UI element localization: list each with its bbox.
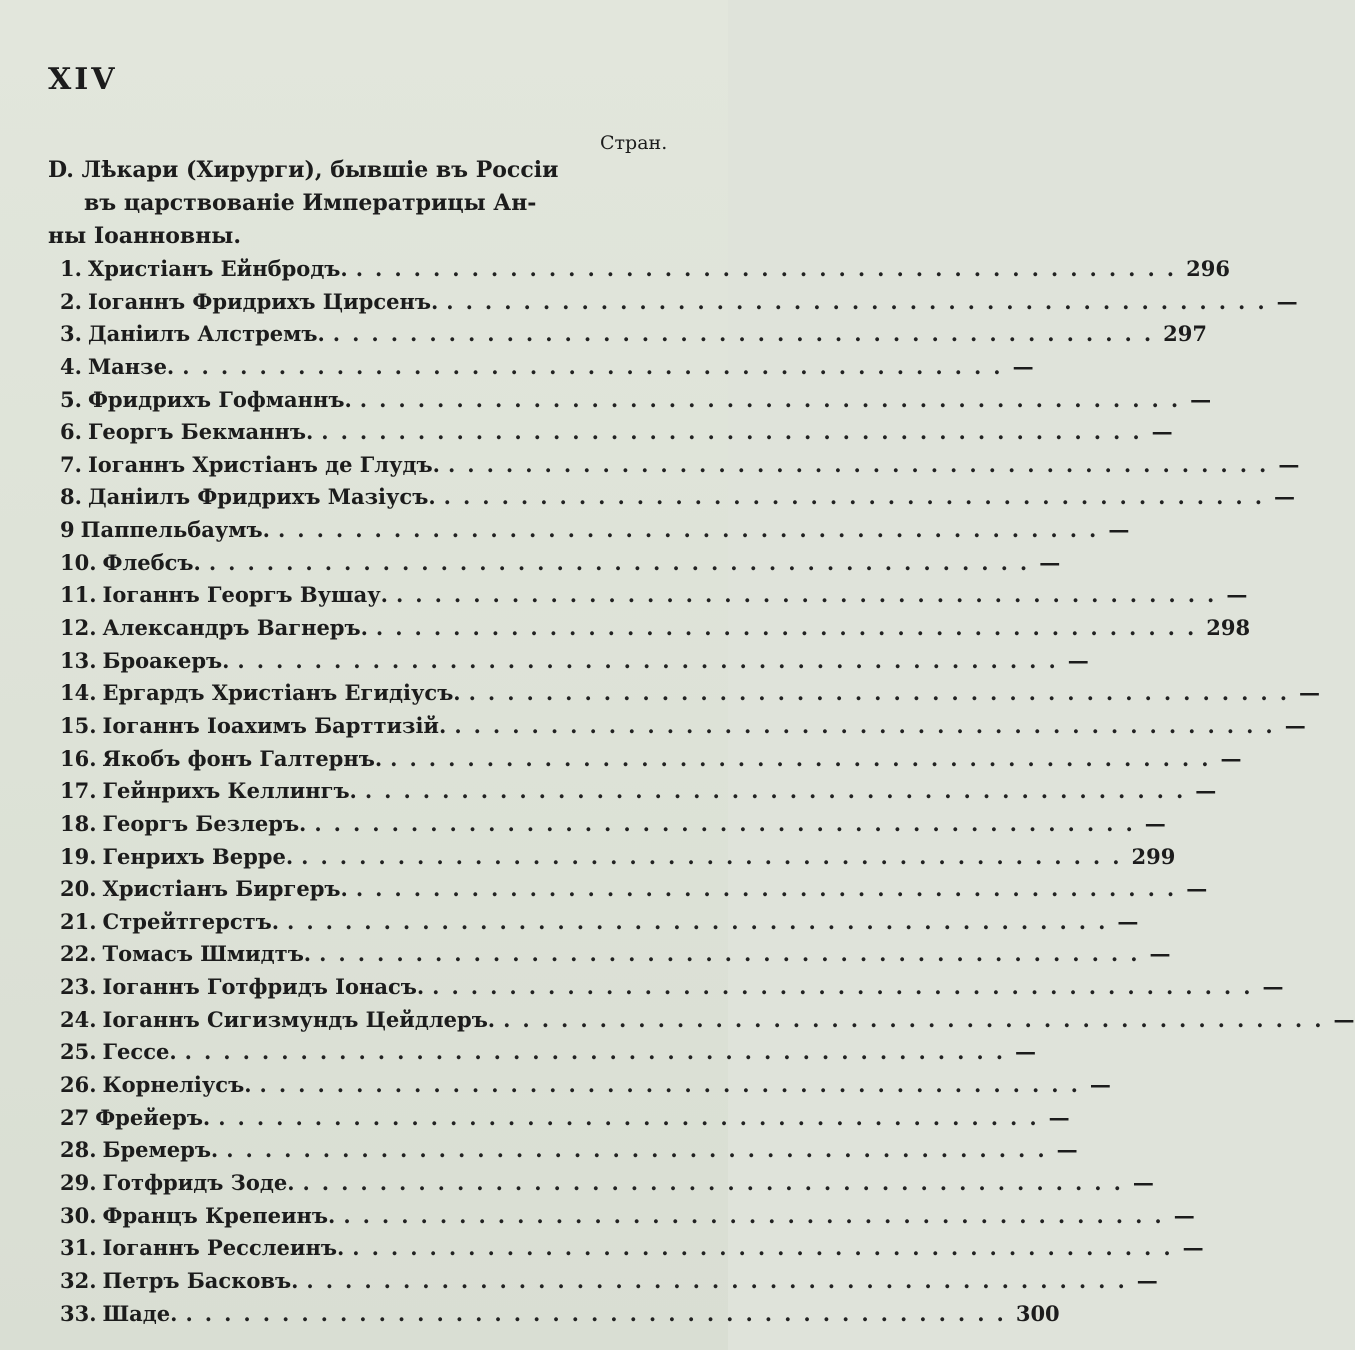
list-item [60,712,1306,746]
dot-leader: ........................................... [432,974,1263,1000]
dot-leader: ........................................... [306,1267,1137,1293]
entry-number: 30. [60,1202,97,1228]
heading-line: D. Лѣкари (Хирурги), бывшіе въ Россіи [48,157,559,183]
entry-list [60,256,1355,1333]
entry-page: — [1144,810,1166,836]
entry-name: Паппельбаумъ. [80,517,270,543]
entry-page: — [1149,941,1171,967]
entry-name: Христіанъ Ейнбродъ. [87,256,348,281]
entry-number: 17. [60,778,97,804]
list-item [60,1202,1195,1236]
dot-leader: ........................................... [226,1137,1057,1163]
list-item [60,517,1130,550]
entry-page: — [1284,712,1306,738]
entry-page: — [1136,1267,1158,1293]
list-item [60,1104,1070,1138]
list-item [60,256,1230,289]
list-item [60,1235,1204,1268]
dot-leader: ........................................... [468,680,1299,706]
entry-name: Іоганнъ Георгъ Вушау. [102,582,388,608]
entry-page: — [1276,288,1298,314]
dot-leader: ........................................... [184,1039,1016,1065]
entry-name: Корнеліусъ. [102,1072,252,1098]
entry-page: — [1278,451,1300,477]
entry-number: 29. [60,1169,97,1195]
entry-page: — [1182,1235,1204,1261]
entry-page: 299 [1131,843,1176,869]
list-item [60,419,1173,452]
dot-leader: ........................................... [352,1235,1183,1261]
entry-page: — [1262,974,1284,1000]
dot-leader: ........................................... [302,1169,1133,1195]
dot-leader: ........................................... [343,1202,1174,1228]
list-item [60,549,1061,583]
entry-number: 2. [60,288,82,314]
entry-page: — [1117,908,1139,934]
entry-name: Ергардъ Христіанъ Егидіусъ. [102,680,461,706]
entry-number: 4. [60,353,82,379]
entry-number: 6. [60,419,82,445]
entry-name: Фрейеръ. [95,1104,211,1130]
entry-page: — [1333,1006,1355,1032]
entry-name: Готфридъ Зоде. [102,1169,295,1195]
entry-name: Іоганнъ Сигизмундъ Цейдлеръ. [102,1006,496,1032]
list-item [60,321,1208,354]
list-item [60,582,1248,615]
entry-name: Георгъ Бекманнъ. [87,419,314,445]
entry-number: 14. [60,680,97,706]
dot-leader: ........................................... [355,876,1187,902]
entry-number: 1. [60,256,82,281]
dot-leader: ........................................... [446,288,1277,314]
entry-name: Броакеръ. [102,647,230,673]
dot-leader: ........................................... [359,386,1191,412]
dot-leader: ........................................... [454,712,1285,738]
list-item [60,1006,1355,1040]
entry-name: Якобъ фонъ Галтернъ. [102,745,383,771]
entry-page: — [1299,680,1320,706]
entry-name: Фридрихъ Гофманнъ. [87,386,352,412]
entry-name: Францъ Крепеинъ. [102,1202,336,1228]
dot-leader: ........................................... [390,745,1221,771]
entry-page: — [1186,876,1208,902]
entry-number: 27 [60,1104,90,1130]
entry-number: 8. [60,484,82,510]
entry-page: — [1190,386,1212,412]
entry-number: 23. [60,974,97,1000]
entry-number: 22. [60,941,97,967]
dot-leader: ........................................... [182,353,1013,379]
list-item [60,1137,1078,1170]
entry-number: 13. [60,647,97,673]
dot-leader: ........................................... [287,908,1118,934]
list-item [60,386,1212,420]
entry-name: Іоганнъ Фридрихъ Цирсенъ. [87,288,439,314]
entry-name: Гессе. [102,1039,177,1065]
list-item [60,876,1208,909]
dot-leader: ........................................... [375,615,1207,641]
dot-leader: ........................................... [208,549,1040,575]
entry-name: Христіанъ Биргеръ. [102,876,348,902]
entry-number: 9 [60,517,75,543]
dot-leader: ........................................... [185,1300,1016,1326]
dot-leader: ........................................... [237,647,1068,673]
list-item [60,778,1217,811]
entry-name: Іоганнъ Готфридъ Іонасъ. [102,974,425,1000]
dot-leader: ........................................... [443,484,1275,510]
list-item [60,908,1139,942]
entry-number: 7. [60,451,82,477]
entry-page: — [1195,778,1217,804]
list-item [60,745,1242,779]
entry-name: Александръ Вагнеръ. [102,615,368,641]
entry-number: 31. [60,1235,97,1261]
dot-leader: ........................................... [218,1104,1049,1130]
list-item [60,353,1034,387]
entry-number: 33. [60,1300,97,1326]
dot-leader: ........................................... [332,321,1164,347]
entry-page: — [1108,517,1130,543]
page-number-roman: XIV [48,62,118,97]
entry-name: Даніилъ Алстремъ. [87,321,325,347]
list-item [60,1267,1158,1301]
entry-page: — [1226,582,1248,608]
entry-name: Георгъ Безлеръ. [102,810,307,836]
entry-name: Стрейтгерстъ. [102,908,280,934]
list-item [60,1039,1037,1072]
entry-name: Гейнрихъ Келлингъ. [102,778,357,804]
entry-number: 5. [60,386,82,412]
entry-page: — [1067,647,1089,673]
entry-number: 21. [60,908,97,934]
entry-page: 297 [1163,321,1208,347]
list-item [60,843,1176,877]
list-item [60,941,1171,974]
dot-leader: ........................................... [301,843,1132,869]
dot-leader: ........................................... [314,810,1145,836]
list-item [60,1169,1154,1203]
entry-number: 20. [60,876,97,902]
list-item [60,974,1284,1007]
entry-number: 28. [60,1137,97,1163]
dot-leader: ........................................... [321,419,1152,445]
entry-name: Даніилъ Фридрихъ Мазіусъ. [87,484,436,510]
entry-page: — [1048,1104,1070,1130]
entry-name: Манзе. [87,353,175,379]
entry-page: — [1089,1072,1111,1098]
entry-page: — [1132,1169,1154,1195]
entry-page: 296 [1186,256,1230,281]
entry-page: 300 [1015,1300,1060,1326]
entry-page: — [1173,1202,1195,1228]
entry-name: Петръ Басковъ. [102,1267,299,1293]
heading-line: ны Іоанновны. [48,223,242,249]
list-item [60,288,1298,322]
entry-name: Томасъ Шмидтъ. [102,941,312,967]
list-item [60,484,1296,517]
entry-number: 16. [60,745,97,771]
entry-number: 3. [60,321,82,347]
entry-page: — [1015,1039,1037,1065]
list-item [60,1072,1111,1105]
entry-number: 15. [60,712,97,738]
dot-leader: ........................................... [364,778,1196,804]
entry-name: Бремеръ. [102,1137,219,1163]
entry-page: — [1012,353,1034,379]
entry-page: 298 [1206,615,1251,641]
dot-leader: ........................................... [277,517,1109,543]
page-column-header: Стран. [600,132,668,154]
dot-leader: ........................................... [503,1006,1334,1032]
entry-name: Іоганнъ Христіанъ де Глудъ. [87,451,440,477]
entry-name: Генрихъ Верре. [102,843,294,869]
section-heading [48,154,628,253]
entry-number: 11. [60,582,97,608]
entry-number: 10. [60,549,97,575]
entry-page: — [1274,484,1296,510]
entry-number: 24. [60,1006,97,1032]
list-item [60,451,1300,485]
list-item [60,680,1320,713]
list-item [60,647,1089,681]
dot-leader: ........................................... [259,1072,1090,1098]
entry-name: Іоганнъ Ресслеинъ. [102,1235,345,1261]
entry-name: Флебсъ. [102,549,201,575]
entry-page: — [1151,419,1173,445]
entry-number: 19. [60,843,97,869]
heading-line: въ царствованіе Императрицы Ан- [84,190,537,216]
entry-page: — [1056,1137,1078,1163]
dot-leader: ........................................... [395,582,1227,608]
entry-number: 26. [60,1072,97,1098]
dot-leader: ........................................... [447,451,1279,477]
entry-number: 18. [60,810,97,836]
entry-page: — [1039,549,1061,575]
entry-name: Іоганнъ Іоахимъ Барттизій. [102,712,447,738]
entry-number: 12. [60,615,97,641]
list-item [60,810,1166,844]
dot-leader: ........................................... [355,256,1187,281]
list-item [60,615,1251,648]
list-item [60,1300,1060,1334]
entry-name: Шаде. [102,1300,178,1326]
dot-leader: ........................................... [319,941,1150,967]
entry-number: 32. [60,1267,97,1293]
entry-page: — [1220,745,1242,771]
entry-number: 25. [60,1039,97,1065]
